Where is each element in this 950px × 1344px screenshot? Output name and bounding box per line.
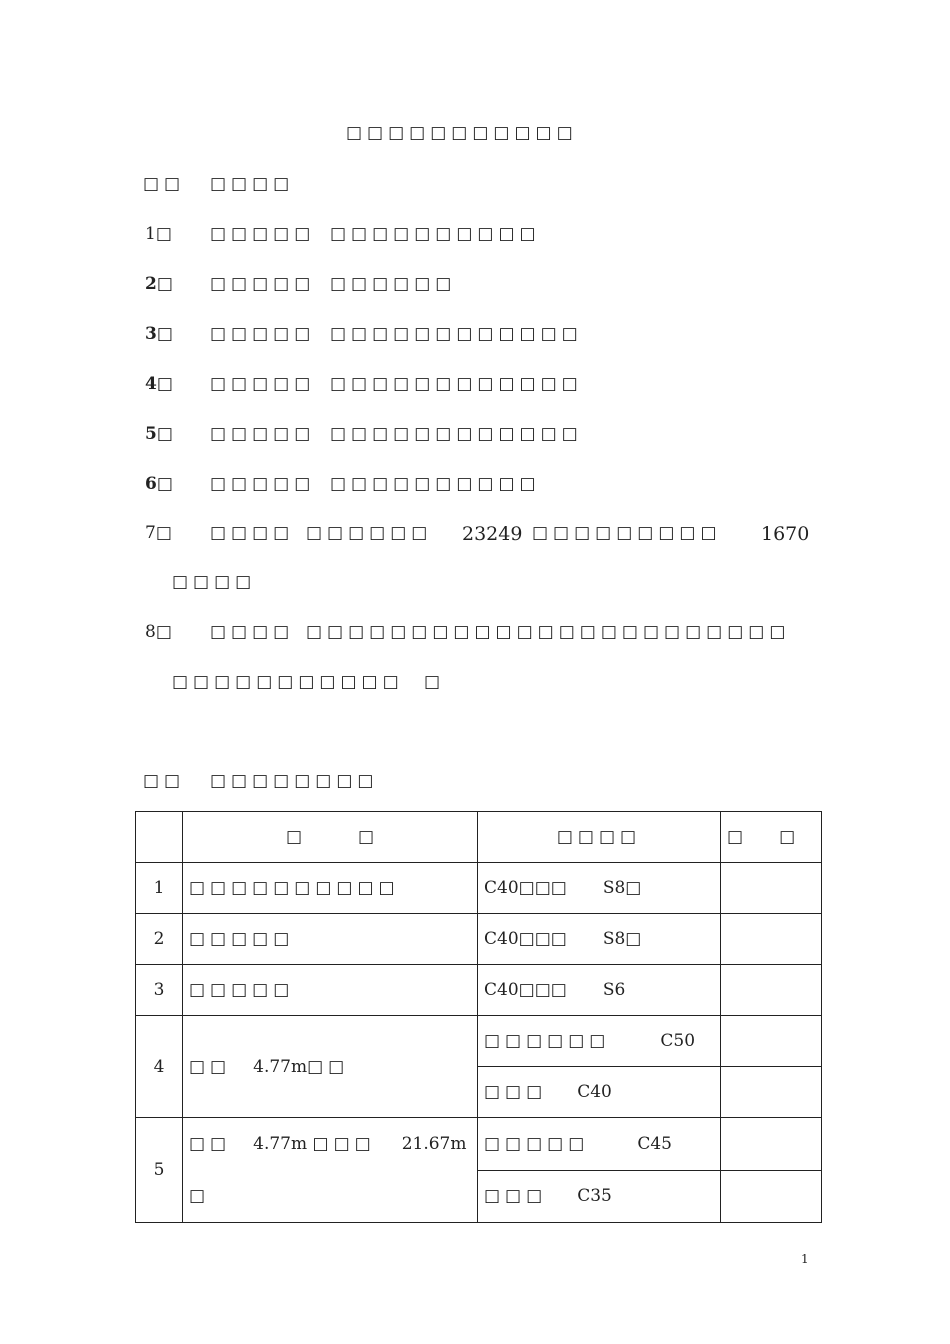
item-8-continuation: □□□□□□□□□□□ <box>172 672 404 692</box>
row-part: □□□□□ <box>183 965 478 1016</box>
row-spec-a: C40□□□ <box>484 980 567 1000</box>
section1-heading: □□□□ <box>210 174 295 194</box>
item-2-value: □□□□□□ <box>330 274 457 294</box>
item-7-label: □□□□ <box>210 523 295 543</box>
item-6-number: 6□ <box>145 474 173 494</box>
row-number: 1 <box>136 863 183 914</box>
section1-number: □□ <box>143 174 186 194</box>
item-3-value: □□□□□□□□□□□□ <box>330 324 583 344</box>
section2-heading: □□□□□□□□ <box>210 771 379 791</box>
row-spec-a: C40□□□ <box>484 929 567 949</box>
item-2-label: □□□□□ <box>210 274 316 294</box>
item-3-number: 3□ <box>145 324 173 344</box>
row4-spec1-a: □□□□□□ <box>484 1031 611 1051</box>
row-note <box>721 1118 822 1171</box>
row5-part-b: 4.77m <box>253 1134 308 1154</box>
item-8-tail: □ <box>424 672 441 692</box>
header-note-a: □ <box>727 827 744 847</box>
row-part: □□□□□ <box>183 914 478 965</box>
header-part-a: □ <box>285 827 302 847</box>
section2-number: □□ <box>143 771 186 791</box>
row-note <box>721 1067 822 1118</box>
row-spec-b: S8□ <box>602 929 642 949</box>
row-number: 5 <box>136 1118 183 1223</box>
row5-spec2-b: C35 <box>577 1186 612 1207</box>
row-spec <box>478 965 721 1016</box>
row-note <box>721 863 822 914</box>
concrete-spec-table <box>135 811 822 1223</box>
item-4-value: □□□□□□□□□□□□ <box>330 374 583 394</box>
row4-part-c: □□ <box>307 1056 350 1077</box>
item-7-continuation: □□□□ <box>172 572 257 592</box>
table-row <box>136 1016 822 1067</box>
item-8-text: □□□□□□□□□□□□□□□□□□□□□□□ <box>306 622 791 642</box>
table-row <box>136 1118 822 1171</box>
header-cell-note <box>721 812 822 863</box>
row-spec-b: S6 <box>602 980 626 1000</box>
row5-spec1-a: □□□□□ <box>484 1133 590 1154</box>
item-4-label: □□□□□ <box>210 374 316 394</box>
item-6-label: □□□□□ <box>210 474 316 494</box>
row-spec-b: S8□ <box>602 878 642 898</box>
table-header-row <box>136 812 822 863</box>
header-note-b: □ <box>779 827 796 847</box>
item-7-number-a: 23249 <box>462 523 523 545</box>
row-spec <box>478 1170 721 1223</box>
row-spec <box>478 863 721 914</box>
row-spec <box>478 1016 721 1067</box>
row-number: 3 <box>136 965 183 1016</box>
row-spec-a: C40□□□ <box>484 878 567 898</box>
header-cell-part <box>183 812 478 863</box>
item-7-number-b: 1670 <box>761 523 810 545</box>
row4-spec2-b: C40 <box>577 1082 612 1102</box>
row-note <box>721 1016 822 1067</box>
row4-spec2-a: □□□ <box>484 1082 548 1102</box>
row-number: 4 <box>136 1016 183 1118</box>
item-5-label: □□□□□ <box>210 424 316 444</box>
item-4-number: 4□ <box>145 374 173 394</box>
row-spec <box>478 1118 721 1171</box>
item-7-number: 7□ <box>145 523 172 543</box>
row-spec <box>478 1067 721 1118</box>
row5-spec2-a: □□□ <box>484 1186 548 1207</box>
item-1-number: 1□ <box>145 224 172 244</box>
page-number: 1 <box>801 1252 809 1266</box>
item-8-number: 8□ <box>145 622 172 642</box>
row5-part-c: □□□ <box>312 1134 376 1154</box>
item-7-text-a: □□□□□□ <box>306 523 433 543</box>
item-5-number: 5□ <box>145 424 173 444</box>
row-part: □□□□□□□□□□ <box>183 863 478 914</box>
item-7-text-b: □□□□□□□□□ <box>532 523 722 543</box>
item-2-number: 2□ <box>145 274 173 294</box>
row-note <box>721 965 822 1016</box>
table-row <box>136 914 822 965</box>
item-1-value: □□□□□□□□□□ <box>330 224 541 244</box>
item-3-label: □□□□□ <box>210 324 316 344</box>
header-cell-num <box>136 812 183 863</box>
row4-spec1-b: C50 <box>660 1031 696 1051</box>
item-8-label: □□□□ <box>210 622 295 642</box>
header-part-b: □ <box>358 827 375 847</box>
row4-part-b: 4.77m <box>253 1056 308 1077</box>
row4-part-a: □□ <box>189 1056 232 1077</box>
item-1-label: □□□□□ <box>210 224 316 244</box>
item-5-value: □□□□□□□□□□□□ <box>330 424 583 444</box>
row5-part-e: □ <box>189 1186 206 1206</box>
row-part <box>183 1016 478 1118</box>
header-cell-spec: □□□□ <box>478 812 721 863</box>
row-note <box>721 914 822 965</box>
table-row <box>136 863 822 914</box>
row5-part-d: 21.67m <box>401 1134 467 1154</box>
row-note <box>721 1170 822 1223</box>
row5-part-a: □□ <box>189 1134 232 1154</box>
item-6-value: □□□□□□□□□□ <box>330 474 541 494</box>
row5-spec1-b: C45 <box>637 1133 672 1154</box>
document-title: □□□□□□□□□□□ <box>346 123 578 143</box>
row-spec <box>478 914 721 965</box>
table-row <box>136 965 822 1016</box>
row-part <box>183 1118 478 1223</box>
row-number: 2 <box>136 914 183 965</box>
